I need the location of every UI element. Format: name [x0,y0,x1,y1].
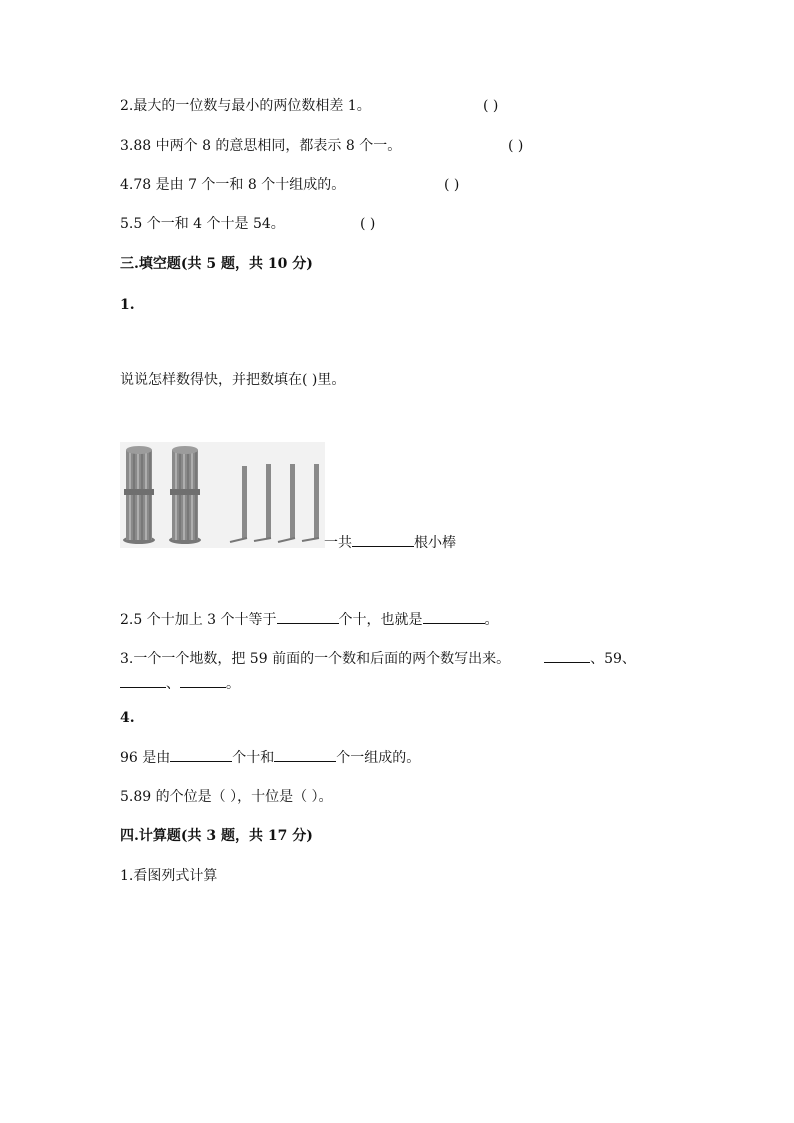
section3-q2-part-a: 2.5 个十加上 3 个十等于 [120,612,277,628]
section3-q1-prompt: 说说怎样数得快，并把数填在( )里。 [120,372,346,388]
judge-q5-text: 5.5 个一和 4 个十是 54。 [120,216,285,232]
section4-q1: 1.看图列式计算 [120,868,218,884]
judge-q5-answer-paren[interactable]: ( ) [360,216,376,232]
stick-bundle-1 [123,446,155,544]
judge-q2-text: 2.最大的一位数与最小的两位数相差 1。 [120,98,371,114]
section3-q5: 5.89 的个位是（ ），十位是（ ）。 [120,789,333,805]
section3-q4-part-b: 个十和 [232,750,275,766]
section4-title: 四.计算题(共 3 题，共 17 分) [120,828,313,844]
section3-q3 [120,648,636,669]
after-59-second-blank[interactable] [180,673,226,688]
judge-q4-text: 4.78 是由 7 个一和 8 个十组成的。 [120,177,346,193]
number-blank[interactable] [423,609,485,624]
section3-q3-end: 。 [226,676,240,692]
judge-q3-answer-paren[interactable]: ( ) [508,138,524,154]
section3-q4-number: 4. [120,710,135,726]
section3-q2-part-c: 。 [484,612,499,628]
total-sticks-blank[interactable] [352,532,414,547]
section3-q3-cont [120,673,240,694]
section3-q1-number: 1. [120,297,135,313]
after-59-first-blank[interactable] [120,673,166,688]
judge-q4-answer-paren[interactable]: ( ) [444,177,460,193]
total-unit-label: 根小棒 [414,535,456,551]
stick-bundle-2 [169,446,201,544]
section3-q3-sep: 、 [166,676,180,692]
section3-q2-part-b: 个十，也就是 [338,612,423,628]
section3-q3-mid: 、59、 [590,651,636,667]
section3-q2 [120,609,499,630]
section3-title: 三.填空题(共 5 题，共 10 分) [120,256,313,272]
section3-q3-text: 3.一个一个地数，把 59 前面的一个数和后面的两个数写出来。 [120,651,511,667]
sticks-illustration [120,442,325,548]
ones-blank[interactable] [274,747,336,762]
section3-q4-part-a: 96 是由 [120,750,171,766]
sticks-picture [120,442,325,548]
tens-blank[interactable] [170,747,232,762]
tens-count-blank[interactable] [277,609,339,624]
before-59-blank[interactable] [544,648,590,663]
section3-q4-part-c: 个一组成的。 [336,750,421,766]
section3-q4 [120,747,420,768]
total-label: 一共 [324,535,352,551]
judge-q2-answer-paren[interactable]: ( ) [483,98,499,114]
single-sticks [230,464,319,542]
sticks-total-line [324,532,456,553]
judge-q3-text: 3.88 中两个 8 的意思相同，都表示 8 个一。 [120,138,402,154]
